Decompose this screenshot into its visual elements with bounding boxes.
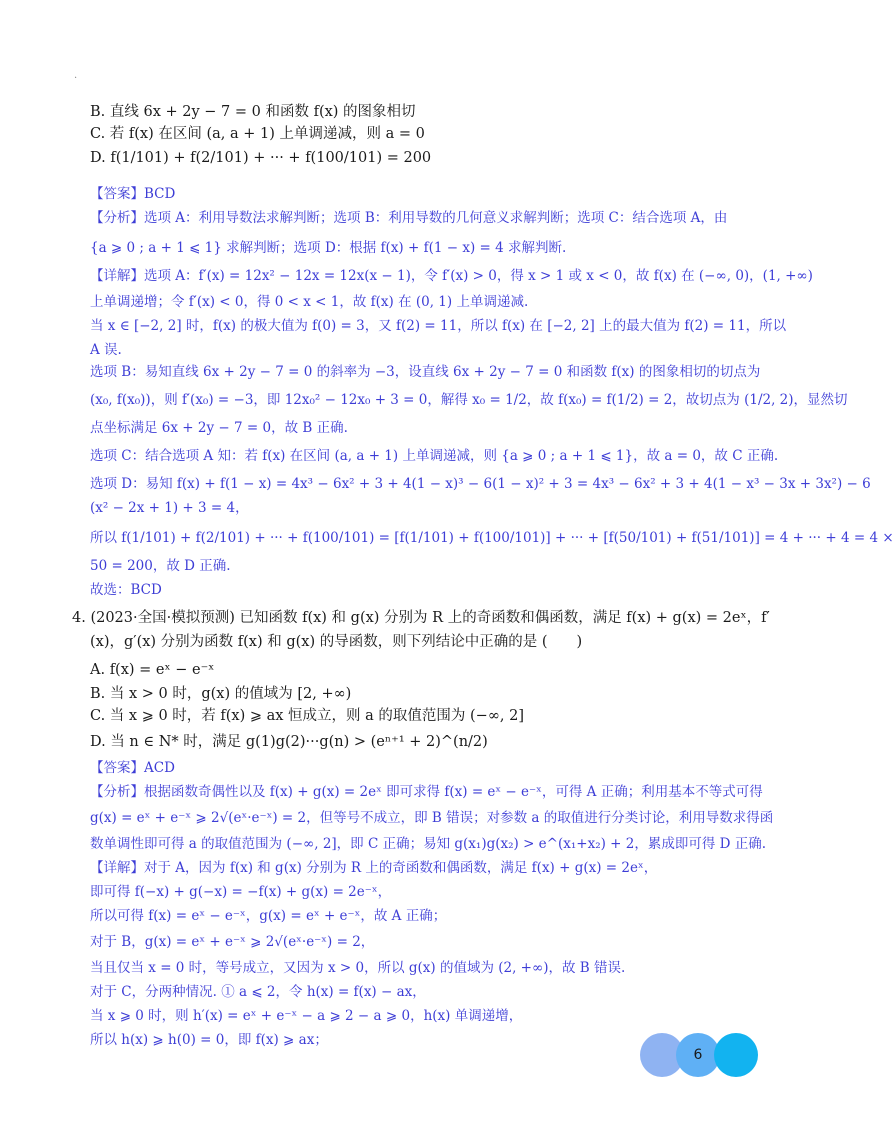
solution-line: 【分析】根据函数奇偶性以及 f(x) + g(x) = 2eˣ 即可求得 f(x) = eˣ − e⁻ˣ，可得 A 正确；利用基本不等式可得 bbox=[90, 784, 763, 800]
question-line: A. f(x) = eˣ − e⁻ˣ bbox=[90, 662, 215, 678]
solution-line: 【详解】选项 A：f′(x) = 12x² − 12x = 12x(x − 1)，令 f′(x) > 0，得 x > 1 或 x < 0，故 f(x) 在 (−∞, 0)，(1, +∞) bbox=[90, 268, 813, 284]
solution-line: 对于 C，分两种情况. ① a ⩽ 2，令 h(x) = f(x) − ax， bbox=[90, 984, 426, 1000]
solution-line: 即可得 f(−x) + g(−x) = −f(x) + g(x) = 2e⁻ˣ， bbox=[90, 884, 392, 900]
solution-line: 【答案】BCD bbox=[90, 186, 176, 202]
solution-line: 所以可得 f(x) = eˣ − e⁻ˣ，g(x) = eˣ + e⁻ˣ，故 A 正确； bbox=[90, 908, 447, 924]
solution-line: 点坐标满足 6x + 2y − 7 = 0，故 B 正确. bbox=[90, 420, 348, 436]
solution-line: 上单调递增；令 f′(x) < 0，得 0 < x < 1，故 f(x) 在 (0, 1) 上单调递减. bbox=[90, 294, 529, 310]
solution-line: g(x) = eˣ + e⁻ˣ ⩾ 2√(eˣ·e⁻ˣ) = 2，但等号不成立，即 B 错误；对参数 a 的取值进行分类讨论，利用导数求得函 bbox=[90, 810, 774, 826]
solution-line: 当 x ∈ [−2, 2] 时，f(x) 的极大值为 f(0) = 3，又 f(2) = 11，所以 f(x) 在 [−2, 2] 上的最大值为 f(2) = 11，所以 bbox=[90, 318, 787, 334]
question-line: D. 当 n ∈ N* 时，满足 g(1)g(2)···g(n) > (eⁿ⁺¹ + 2)^(n/2) bbox=[90, 734, 488, 750]
solution-line: 所以 f(1/101) + f(2/101) + ··· + f(100/101) = [f(1/101) + f(100/101)] + ··· + [f(50/101) + f(51/101)] = 4 + ··· + 4 = 4 × bbox=[90, 530, 894, 546]
question-line: 4. (2023·全国·模拟预测) 已知函数 f(x) 和 g(x) 分别为 R 上的奇函数和偶函数，满足 f(x) + g(x) = 2eˣ，f′ bbox=[72, 610, 770, 626]
solution-line: 对于 B，g(x) = eˣ + e⁻ˣ ⩾ 2√(eˣ·e⁻ˣ) = 2， bbox=[90, 934, 375, 950]
question-line: D. f(1/101) + f(2/101) + ··· + f(100/101) = 200 bbox=[90, 150, 432, 166]
solution-line: 所以 h(x) ⩾ h(0) = 0，即 f(x) ⩾ ax； bbox=[90, 1032, 328, 1048]
solution-line: 选项 C：结合选项 A 知：若 f(x) 在区间 (a, a + 1) 上单调递减，则 {a ⩾ 0 ; a + 1 ⩽ 1}，故 a = 0，故 C 正确. bbox=[90, 448, 779, 464]
decor-circle bbox=[714, 1033, 758, 1077]
solution-line: 数单调性即可得 a 的取值范围为 (−∞, 2]，即 C 正确；易知 g(x₁)g(x₂) > e^(x₁+x₂) + 2，累成即可得 D 正确. bbox=[90, 836, 767, 852]
solution-line: 当 x ⩾ 0 时，则 h′(x) = eˣ + e⁻ˣ − a ⩾ 2 − a ⩾ 0，h(x) 单调递增， bbox=[90, 1008, 523, 1024]
solution-line: {a ⩾ 0 ; a + 1 ⩽ 1} 求解判断；选项 D：根据 f(x) + f(1 − x) = 4 求解判断. bbox=[90, 240, 567, 256]
solution-line: 选项 B：易知直线 6x + 2y − 7 = 0 的斜率为 −3，设直线 6x + 2y − 7 = 0 和函数 f(x) 的图象相切的切点为 bbox=[90, 364, 761, 380]
page-marker: . bbox=[74, 70, 78, 81]
question-line: (x)，g′(x) 分别为函数 f(x) 和 g(x) 的导函数，则下列结论中正确的是 ( ) bbox=[90, 634, 583, 650]
question-line: C. 若 f(x) 在区间 (a, a + 1) 上单调递减，则 a = 0 bbox=[90, 126, 425, 142]
solution-line: 选项 D：易知 f(x) + f(1 − x) = 4x³ − 6x² + 3 + 4(1 − x)³ − 6(1 − x)² + 3 = 4x³ − 6x² + 3 + 4(1 − x³ − 3x + 3x²) − 6 bbox=[90, 476, 871, 492]
question-line: B. 直线 6x + 2y − 7 = 0 和函数 f(x) 的图象相切 bbox=[90, 104, 416, 120]
page-number: 6 bbox=[693, 1047, 703, 1063]
solution-line: (x² − 2x + 1) + 3 = 4， bbox=[90, 500, 249, 516]
solution-line: (x₀, f(x₀))，则 f′(x₀) = −3，即 12x₀² − 12x₀ + 3 = 0，解得 x₀ = 1/2，故 f(x₀) = f(1/2) = 2，故切点为 (1/2, 2)，显然切 bbox=[90, 392, 848, 408]
solution-line: 【答案】ACD bbox=[90, 760, 175, 776]
question-line: C. 当 x ⩾ 0 时，若 f(x) ⩾ ax 恒成立，则 a 的取值范围为 (−∞, 2] bbox=[90, 708, 525, 724]
solution-line: 当且仅当 x = 0 时，等号成立，又因为 x > 0，所以 g(x) 的值域为 (2, +∞)，故 B 错误. bbox=[90, 960, 626, 976]
question-line: B. 当 x > 0 时，g(x) 的值域为 [2, +∞) bbox=[90, 686, 352, 702]
solution-line: 50 = 200，故 D 正确. bbox=[90, 558, 231, 574]
solution-line: 【分析】选项 A：利用导数法求解判断；选项 B：利用导数的几何意义求解判断；选项 C：结合选项 A，由 bbox=[90, 210, 728, 226]
solution-line: 【详解】对于 A，因为 f(x) 和 g(x) 分别为 R 上的奇函数和偶函数，满足 f(x) + g(x) = 2eˣ， bbox=[90, 860, 658, 876]
page-number-decoration bbox=[640, 1033, 760, 1077]
solution-line: A 误. bbox=[90, 342, 122, 358]
solution-line: 故选：BCD bbox=[90, 582, 162, 598]
